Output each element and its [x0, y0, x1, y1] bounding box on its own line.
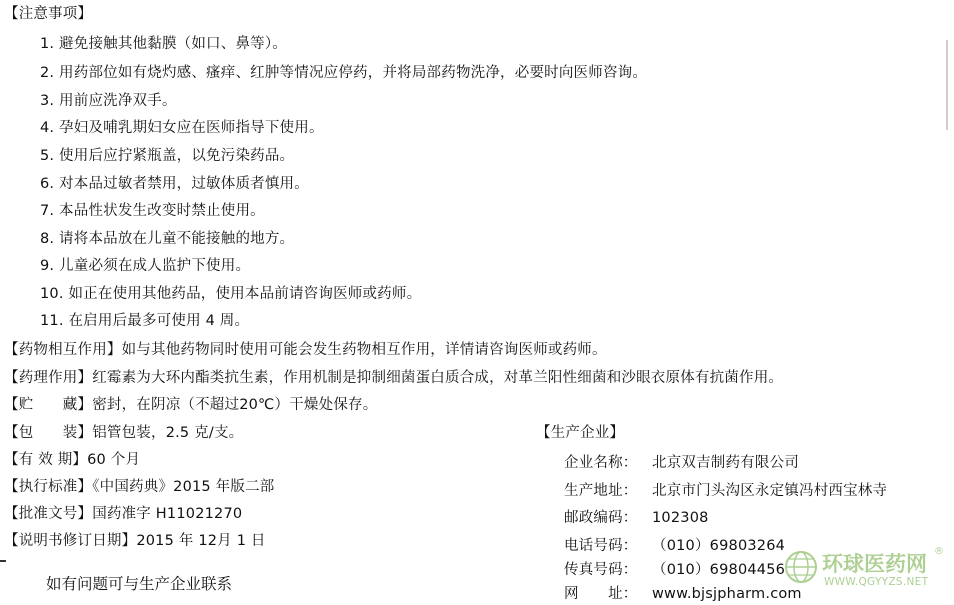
precaution-item-9: 9. 儿童必须在成人监护下使用。: [40, 258, 251, 274]
contact-value: 北京市门头沟区永定镇冯村西宝林寺: [652, 483, 888, 499]
section-value: 密封，在阴凉（不超过20℃）干燥处保存。: [92, 397, 378, 413]
site-watermark: [784, 546, 954, 602]
precaution-item-4: 4. 孕妇及哺乳期妇女应在医师指导下使用。: [40, 120, 324, 136]
scan-edge-mark: [946, 40, 948, 130]
section-value: 红霉素为大环内酯类抗生素，作用机制是抑制细菌蛋白质合成，对革兰阳性细菌和沙眼衣原体有抗菌作用。: [92, 370, 784, 386]
scan-mark: [0, 560, 6, 562]
contact-label: 生产地址：: [564, 483, 638, 499]
contact-value: 102308: [652, 510, 709, 526]
section-value: 2015 年 12月 1 日: [136, 533, 266, 549]
section-revision-date: [4, 531, 266, 551]
precaution-item-7: 7. 本品性状发生改变时禁止使用。: [40, 203, 265, 219]
precaution-item-1: 1. 避免接触其他黏膜（如口、鼻等）。: [40, 36, 287, 52]
precaution-item-10: 10. 如正在使用其他药品，使用本品前请咨询医师或药师。: [40, 286, 422, 302]
section-value: 铝管包装，2.5 克/支。: [92, 425, 244, 441]
contact-label: 电话号码：: [564, 538, 638, 554]
watermark-registered-mark: ®: [934, 546, 944, 557]
section-label: 【说明书修订日期】: [4, 533, 137, 549]
section-standard: [4, 477, 274, 497]
contact-value: （010）69803264: [652, 538, 786, 554]
section-value: 60 个月: [87, 452, 141, 468]
manufacturer-row-website: [564, 584, 802, 604]
section-packaging: [4, 423, 243, 443]
contact-value: www.bjsjpharm.com: [652, 586, 802, 602]
precaution-item-6: 6. 对本品过敏者禁用，过敏体质者慎用。: [40, 176, 309, 192]
contact-value: （010）69804456: [652, 562, 786, 578]
section-interactions: [4, 340, 607, 360]
manufacturer-row-fax: [564, 560, 785, 580]
precaution-item-2: 2. 用药部位如有烧灼感、瘙痒、红肿等情况应停药，并将局部药物洗净，必要时向医师咨询。: [40, 65, 648, 81]
section-shelf-life: [4, 450, 140, 470]
manufacturer-row-postcode: [564, 508, 709, 528]
contact-label: 传真号码：: [564, 562, 638, 578]
section-value: 《中国药典》2015 年版二部: [92, 479, 275, 495]
manufacturer-row-address: [564, 481, 887, 501]
manufacturer-row-phone: [564, 536, 785, 556]
manufacturer-heading: 【生产企业】: [536, 425, 625, 441]
contact-value: 北京双吉制药有限公司: [652, 455, 799, 471]
contact-note: 如有问题可与生产企业联系: [46, 575, 233, 593]
section-label: 【贮 藏】: [4, 397, 93, 413]
section-label: 【有 效 期】: [4, 452, 88, 468]
manufacturer-row-name: [564, 453, 799, 473]
section-approval-number: [4, 504, 242, 524]
contact-label: 邮政编码：: [564, 510, 638, 526]
contact-label: 网 址：: [564, 586, 638, 602]
precaution-item-8: 8. 请将本品放在儿童不能接触的地方。: [40, 231, 295, 247]
precaution-item-5: 5. 使用后应拧紧瓶盖，以免污染药品。: [40, 148, 295, 164]
precautions-heading: 【注意事项】: [4, 6, 93, 22]
watermark-brand: 环球医药网: [822, 552, 927, 576]
section-value: 如与其他药物同时使用可能会发生药物相互作用，详情请咨询医师或药师。: [121, 342, 607, 358]
section-pharmacology: [4, 368, 783, 388]
contact-label: 企业名称：: [564, 455, 638, 471]
globe-logo-icon: [784, 550, 818, 584]
section-label: 【执行标准】: [4, 479, 93, 495]
section-label: 【药理作用】: [4, 370, 93, 386]
watermark-url: WWW.QGYYZS.NET: [824, 576, 929, 588]
precaution-item-3: 3. 用前应洗净双手。: [40, 93, 177, 109]
precaution-item-11: 11. 在启用后最多可使用 4 周。: [40, 313, 250, 329]
section-label: 【批准文号】: [4, 506, 93, 522]
section-label: 【药物相互作用】: [4, 342, 122, 358]
section-label: 【包 装】: [4, 425, 93, 441]
section-value: 国药准字 H11021270: [92, 506, 243, 522]
section-storage: [4, 395, 377, 415]
